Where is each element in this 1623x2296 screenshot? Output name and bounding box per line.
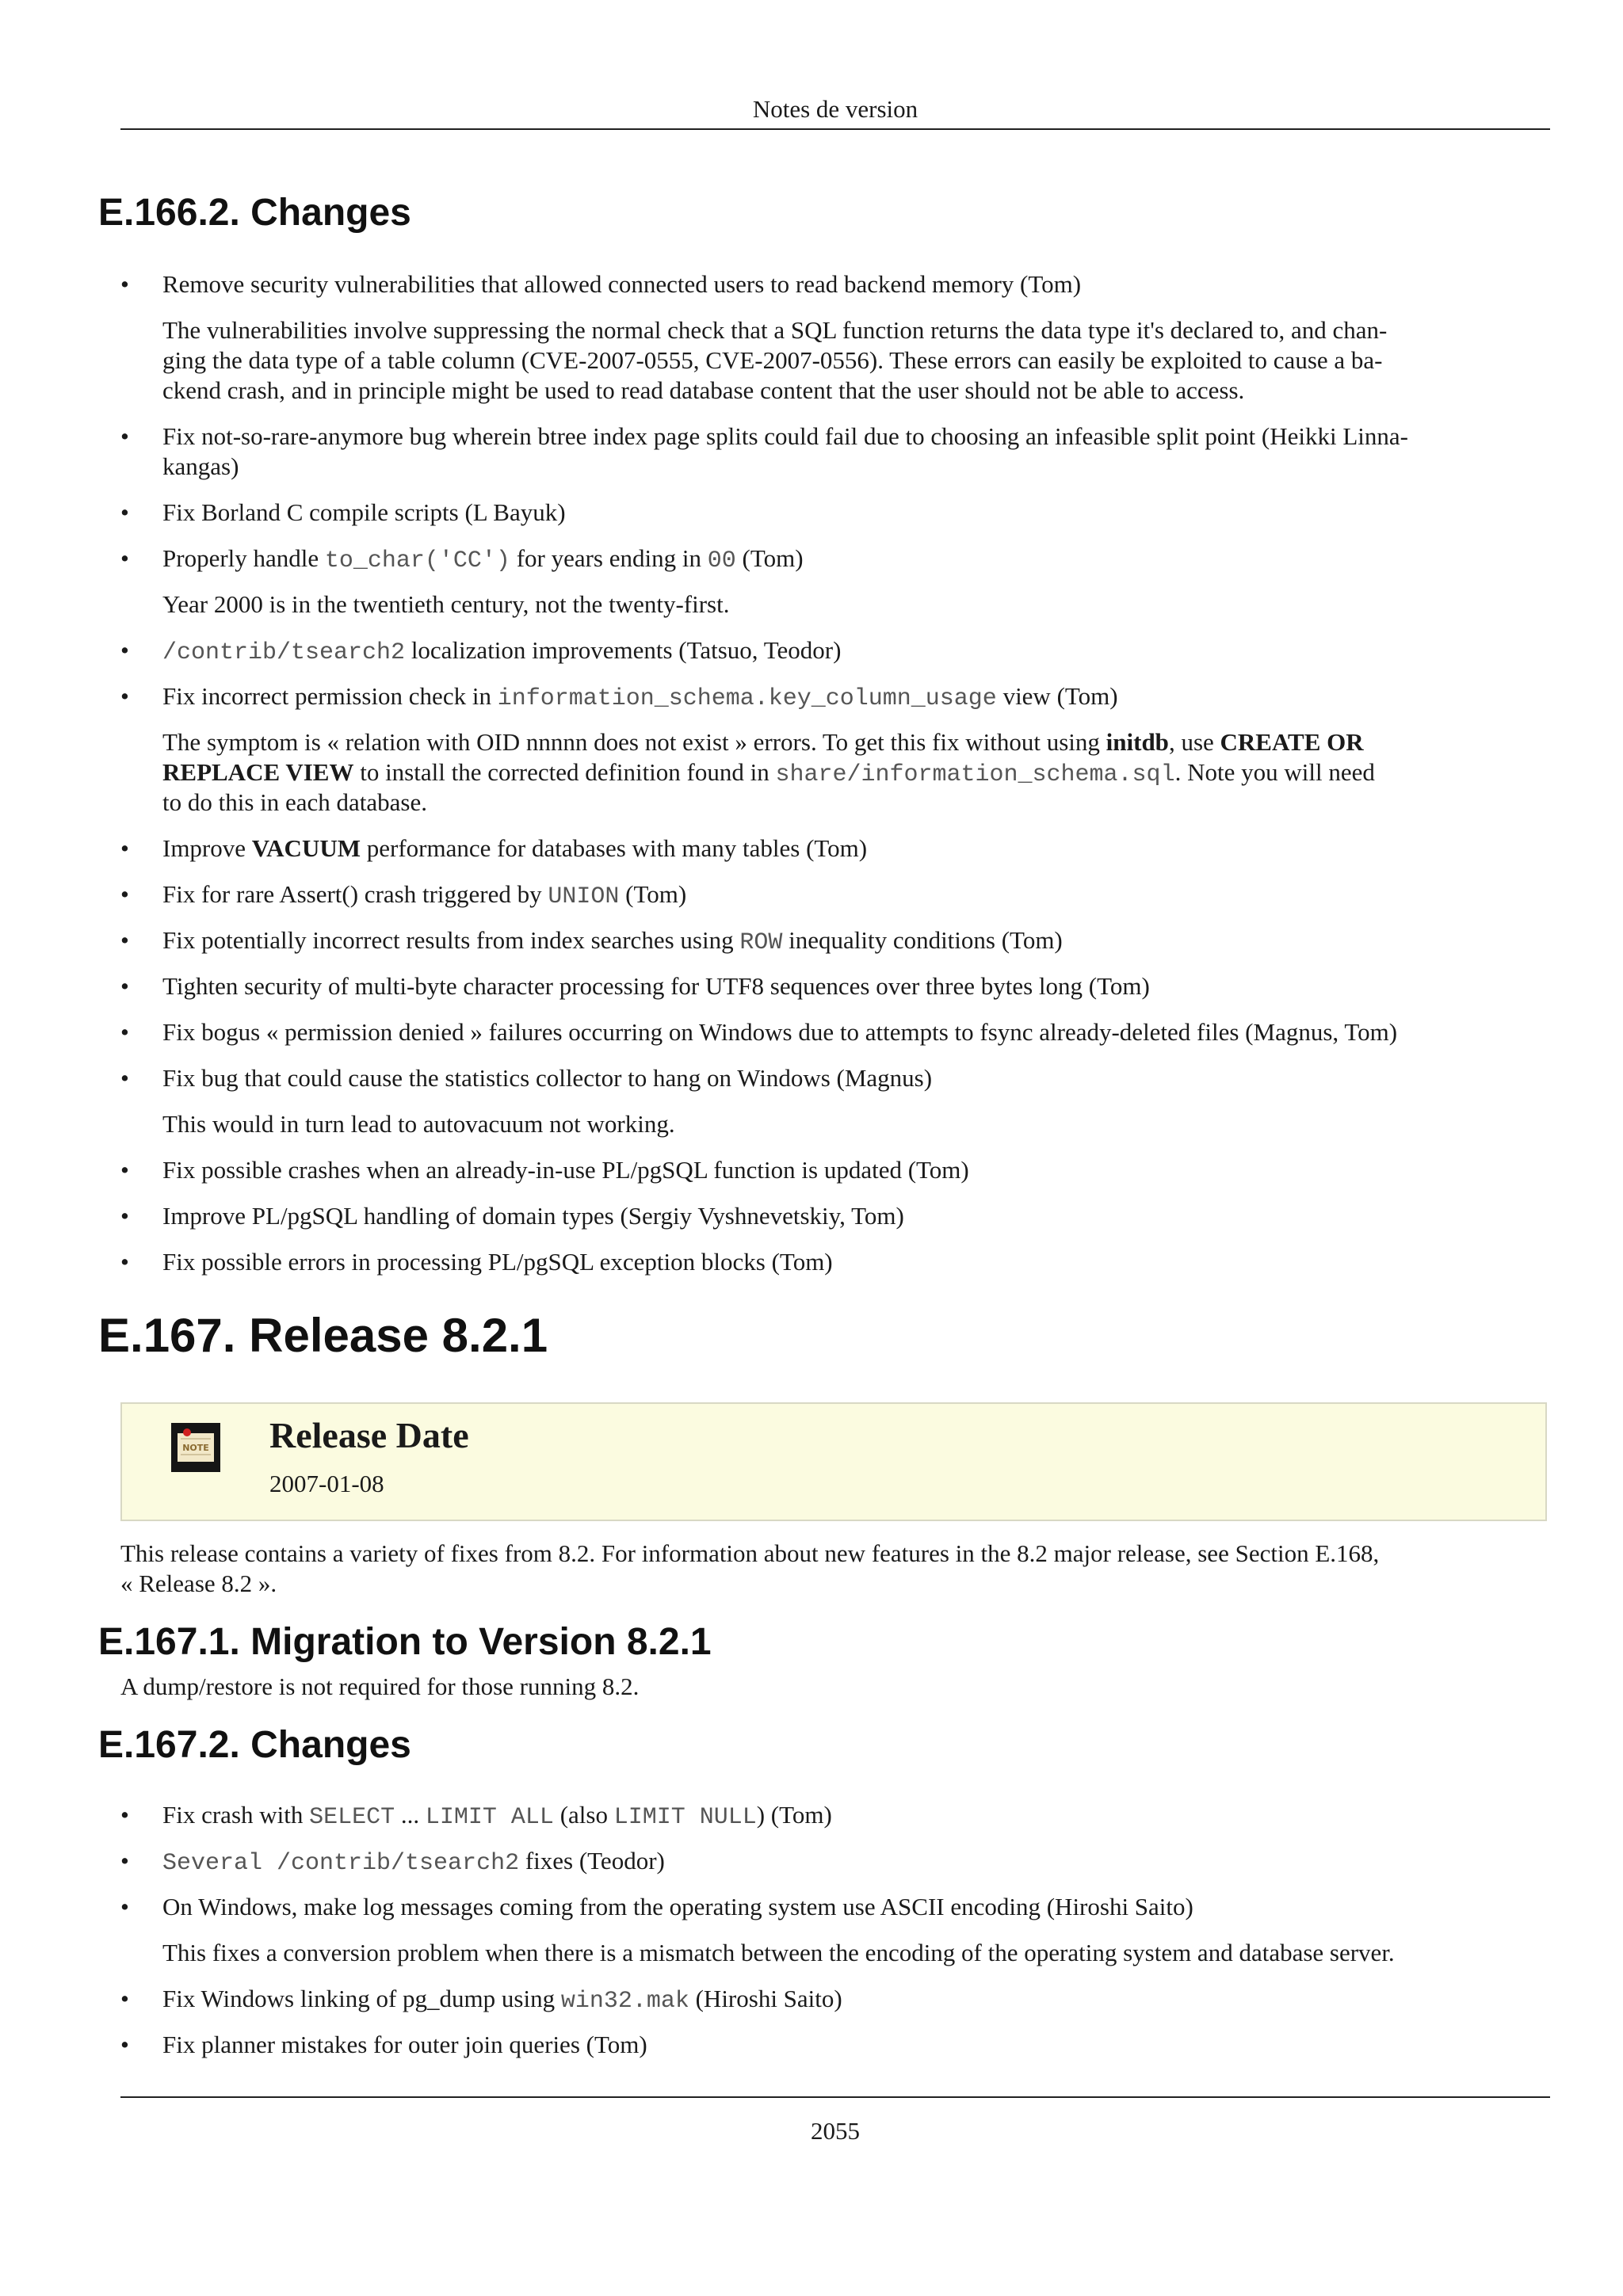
note-title: Release Date [269, 1415, 469, 1455]
text: Fix crash with [162, 1801, 310, 1829]
list-item [162, 681, 1549, 714]
paragraph: « Release 8.2 ». [120, 1569, 277, 1597]
running-header: Notes de version [752, 95, 918, 123]
release-date-note [120, 1402, 1547, 1521]
list-item-note: ckend crash, and in principle might be used to read database content that the user should not be able to access. [162, 376, 1245, 404]
text: (Tom) [619, 880, 687, 908]
bullet: • [120, 1018, 129, 1046]
list-item [162, 879, 1549, 912]
text: Fix for rare Assert() crash triggered by [162, 880, 548, 908]
text: (Hiroshi Saito) [689, 1985, 842, 2012]
text: ... [395, 1801, 426, 1829]
code: to_char('CC') [324, 547, 510, 574]
bullet: • [120, 972, 129, 1000]
list-item: On Windows, make log messages coming from the operating system use ASCII encoding (Hiroshi Saito) [162, 1893, 1193, 1920]
bullet: • [120, 880, 129, 908]
text: Fix Windows linking of pg_dump using [162, 1985, 561, 2012]
text: (Tom) [735, 544, 804, 572]
bullet: • [120, 270, 129, 298]
bullet: • [120, 1248, 129, 1276]
bullet: • [120, 1156, 129, 1184]
command: REPLACE VIEW [162, 758, 354, 786]
bullet: • [120, 1847, 129, 1875]
list-item-note: The vulnerabilities involve suppressing the normal check that a SQL function returns the data type it's declared to, and chan- [162, 316, 1388, 344]
text: . Note you will need [1174, 758, 1375, 786]
list-item [162, 1800, 1549, 1833]
text: , use [1168, 728, 1220, 756]
code: ROW [739, 929, 783, 956]
list-item: Fix planner mistakes for outer join queries (Tom) [162, 2031, 647, 2058]
list-item-note [162, 757, 1549, 790]
bullet: • [120, 834, 129, 862]
text: fixes (Teodor) [519, 1847, 665, 1875]
bullet: • [120, 2031, 129, 2058]
text: localization improvements (Tatsuo, Teodor) [405, 636, 842, 664]
command: VACUUM [251, 834, 361, 862]
paragraph: A dump/restore is not required for those running 8.2. [120, 1672, 640, 1700]
list-item: Remove security vulnerabilities that allowed connected users to read backend memory (Tom) [162, 270, 1082, 298]
text: inequality conditions (Tom) [782, 926, 1063, 954]
bullet: • [120, 544, 129, 572]
header-rule [120, 128, 1550, 130]
bullet: • [120, 1064, 129, 1092]
code: 00 [707, 547, 736, 574]
list-item-note: This fixes a conversion problem when there is a mismatch between the encoding of the operating system and database server. [162, 1939, 1395, 1966]
list-item: Fix Borland C compile scripts (L Bayuk) [162, 498, 566, 526]
text: ) (Tom) [756, 1801, 832, 1829]
code: share/information_schema.sql [775, 761, 1175, 788]
text: Properly handle [162, 544, 325, 572]
text: performance for databases with many tables (Tom) [360, 834, 868, 862]
bullet: • [120, 682, 129, 710]
text: view (Tom) [996, 682, 1118, 710]
list-item [162, 833, 1549, 864]
list-item: Tighten security of multi-byte character processing for UTF8 sequences over three bytes long (Tom) [162, 972, 1150, 1000]
bullet: • [120, 636, 129, 664]
command: initdb [1106, 728, 1169, 756]
section-heading-e167-2: E.167.2. Changes [98, 1724, 411, 1766]
text: Fix incorrect permission check in [162, 682, 498, 710]
list-item [162, 635, 1549, 668]
list-item: Fix possible crashes when an already-in-use PL/pgSQL function is updated (Tom) [162, 1156, 969, 1184]
bullet: • [120, 1893, 129, 1920]
note-icon [171, 1423, 220, 1472]
text: Improve [162, 834, 252, 862]
list-item: kangas) [162, 452, 239, 480]
code: LIMIT ALL [425, 1804, 554, 1831]
list-item: Fix not-so-rare-anymore bug wherein btree index page splits could fail due to choosing an infeasible split point (Heikki Linna- [162, 422, 1408, 450]
text: The symptom is « relation with OID nnnnn does not exist » errors. To get this fix without using [162, 728, 1106, 756]
code: SELECT [309, 1804, 395, 1831]
list-item: Fix possible errors in processing PL/pgSQL exception blocks (Tom) [162, 1248, 833, 1276]
bullet: • [120, 422, 129, 450]
section-heading-e167: E.167. Release 8.2.1 [98, 1309, 548, 1362]
list-item [162, 543, 1549, 576]
svg-text:NOTE: NOTE [182, 1443, 209, 1453]
list-item-note: Year 2000 is in the twentieth century, not the twenty-first. [162, 590, 730, 618]
list-item [162, 925, 1549, 958]
list-item: Fix bug that could cause the statistics collector to hang on Windows (Magnus) [162, 1064, 933, 1092]
section-heading-e167-1: E.167.1. Migration to Version 8.2.1 [98, 1621, 712, 1663]
list-item: Improve PL/pgSQL handling of domain types (Sergiy Vyshnevetskiy, Tom) [162, 1202, 904, 1230]
list-item-note: ging the data type of a table column (CVE-2007-0555, CVE-2007-0556). These errors can easily be exploited to cause a ba- [162, 346, 1383, 374]
list-item-note: This would in turn lead to autovacuum not working. [162, 1110, 675, 1138]
bullet: • [120, 1985, 129, 2012]
code: UNION [548, 883, 620, 910]
command: CREATE OR [1220, 728, 1364, 756]
page-number: 2055 [811, 2117, 860, 2145]
paragraph: This release contains a variety of fixes from 8.2. For information about new features in the 8.2 major release, see Section E.168, [120, 1539, 1380, 1567]
list-item-note: to do this in each database. [162, 788, 428, 816]
bullet: • [120, 926, 129, 954]
text: Fix potentially incorrect results from index searches using [162, 926, 740, 954]
bullet: • [120, 1202, 129, 1230]
bullet: • [120, 1801, 129, 1829]
text: for years ending in [510, 544, 708, 572]
list-item-note [162, 727, 1549, 757]
bullet: • [120, 498, 129, 526]
list-item [162, 1984, 1549, 2016]
release-date: 2007-01-08 [269, 1470, 384, 1497]
list-item: Fix bogus « permission denied » failures occurring on Windows due to attempts to fsync already-deleted files (Magnus, Tom) [162, 1018, 1398, 1046]
code: information_schema.key_column_usage [497, 685, 997, 712]
footer-rule [120, 2096, 1550, 2098]
code: Several /contrib/tsearch2 [162, 1850, 520, 1877]
list-item [162, 1846, 1549, 1878]
text: to install the corrected definition found in [353, 758, 776, 786]
section-heading-e166-2: E.166.2. Changes [98, 192, 411, 234]
code: LIMIT NULL [613, 1804, 757, 1831]
text: (also [553, 1801, 614, 1829]
code: win32.mak [560, 1988, 689, 2015]
code: /contrib/tsearch2 [162, 639, 406, 666]
